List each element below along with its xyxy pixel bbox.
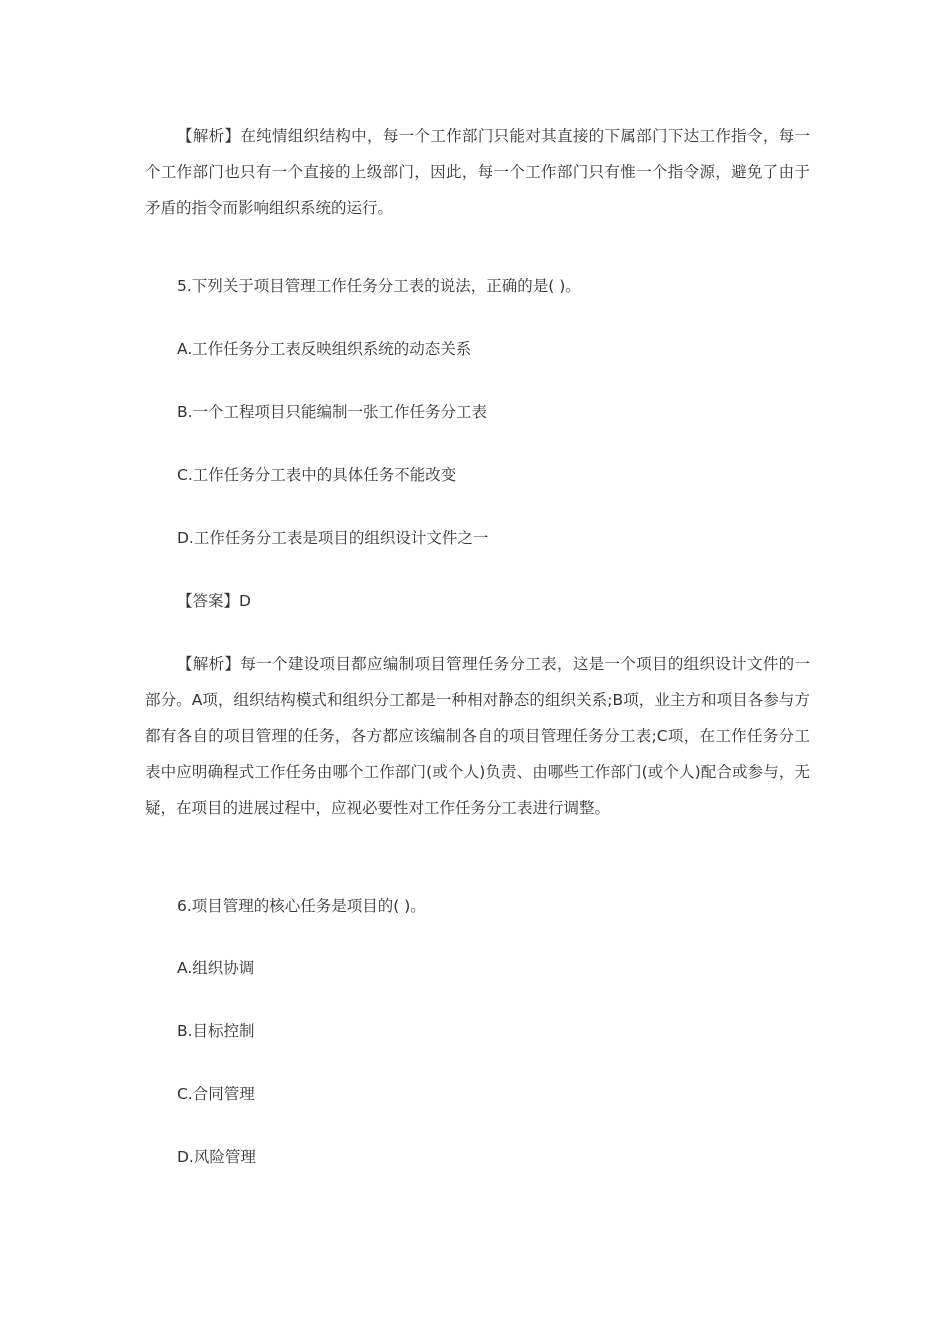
q5-analysis: 【解析】每一个建设项目都应编制项目管理任务分工表，这是一个项目的组织设计文件的一部分。A项，组织结构模式和组织分工都是一种相对静态的组织关系;B项，业主方和项目各参与方都有各自的项目管理的任务，各方都应该编制各自的项目管理任务分工表;C项，在工作任务分工表中应明确程式工作任务由哪个工作部门(或个人)负责、由哪些工作部门(或个人)配合或参与，无疑，在项目的进展过程中，应视必要性对工作任务分工表进行调整。	[145, 655, 810, 817]
q6-option-a: A.组织协调	[177, 959, 255, 977]
q6-option-d: D.风险管理	[177, 1148, 256, 1166]
q4-analysis: 【解析】在纯情组织结构中，每一个工作部门只能对其直接的下属部门下达工作指令，每一个工作部门也只有一个直接的上级部门，因此，每一个工作部门只有惟一个指令源，避免了由于矛盾的指令而影响组织系统的运行。	[145, 127, 810, 217]
q6-question: 6.项目管理的核心任务是项目的( )。	[177, 897, 426, 915]
q5-question: 5.下列关于项目管理工作任务分工表的说法，正确的是( )。	[177, 277, 581, 295]
q5-option-b: B.一个工程项目只能编制一张工作任务分工表	[177, 403, 488, 421]
q6-option-c: C.合同管理	[177, 1085, 255, 1103]
q5-option-d: D.工作任务分工表是项目的组织设计文件之一	[177, 529, 489, 547]
q5-option-a: A.工作任务分工表反映组织系统的动态关系	[177, 340, 472, 358]
q6-option-b: B.目标控制	[177, 1022, 255, 1040]
q5-option-c: C.工作任务分工表中的具体任务不能改变	[177, 466, 457, 484]
q5-answer: 【答案】D	[177, 592, 251, 610]
